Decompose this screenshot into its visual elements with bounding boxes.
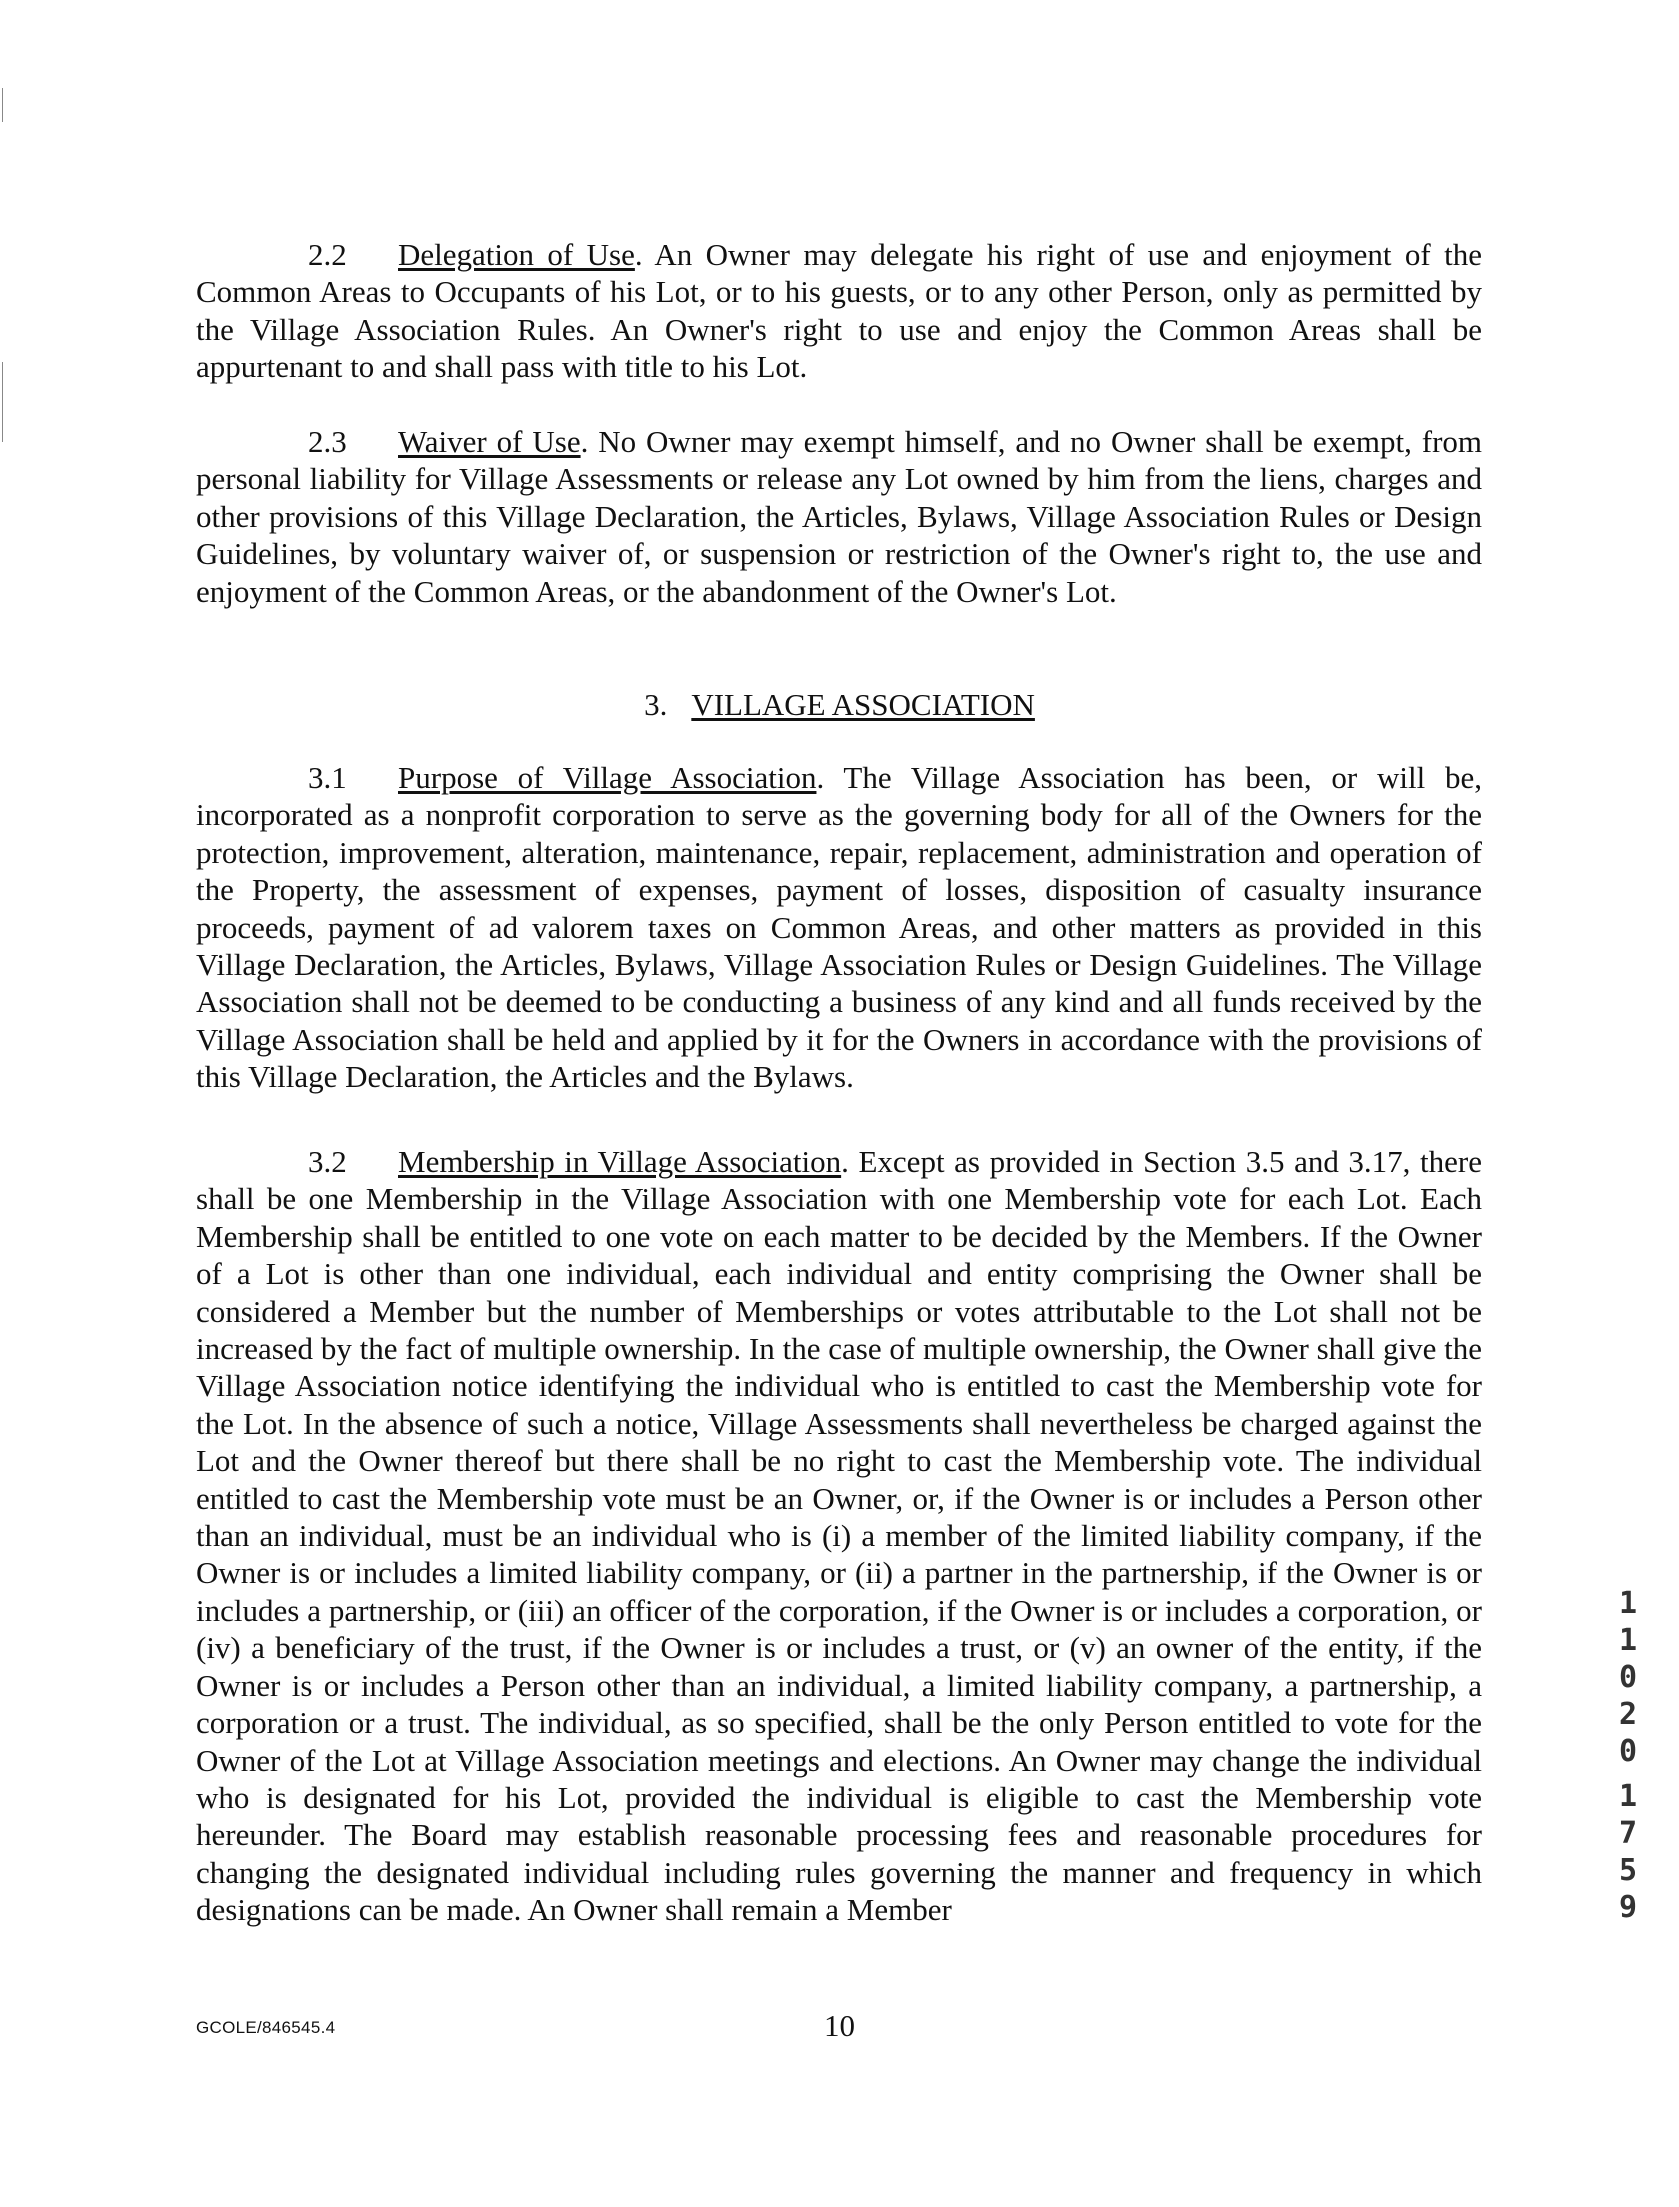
paragraph-3-2 bbox=[196, 1143, 1482, 1929]
section-text: . No Owner may exempt himself, and no Owner shall be exempt, from personal liability for Village Assessments or release any Lot owned by him from the liens, charges and other provisions of this Village Declaration, the Articles, Bylaws, Village Association Rules or Design Guidelines, by voluntary waiver of, or suspension or restriction of the Owner's right to, the use and enjoyment of the Common Areas, or the abandonment of the Owner's Lot. bbox=[196, 424, 1483, 609]
section-3-1 bbox=[196, 759, 1482, 1096]
paragraph-3-1 bbox=[196, 759, 1482, 1096]
stamp-digit: 0 bbox=[1618, 1734, 1638, 1769]
recording-number-lower bbox=[1608, 1778, 1648, 1926]
section-number: 2.3 bbox=[308, 424, 347, 459]
stamp-digit: 1 bbox=[1618, 1623, 1638, 1658]
section-heading: Waiver of Use bbox=[398, 424, 581, 459]
section-number: 2.2 bbox=[308, 237, 347, 272]
article-3-heading bbox=[0, 686, 1679, 723]
section-2-2 bbox=[196, 236, 1482, 386]
stamp-digit: 0 bbox=[1618, 1660, 1638, 1695]
section-3-2 bbox=[196, 1143, 1482, 1929]
stamp-digit: 1 bbox=[1618, 1586, 1638, 1621]
section-number: 3.2 bbox=[308, 1144, 347, 1179]
section-heading: Membership in Village Association bbox=[398, 1144, 842, 1179]
section-number: 3.1 bbox=[308, 760, 347, 795]
stamp-digit: 5 bbox=[1618, 1853, 1638, 1888]
scan-edge-mark bbox=[2, 362, 3, 442]
section-heading: Delegation of Use bbox=[398, 237, 635, 272]
stamp-digit: 9 bbox=[1618, 1890, 1638, 1925]
section-text: . An Owner may delegate his right of use and enjoyment of the Common Areas to Occupants of his Lot, or to his guests, or to any other Person, only as permitted by the Village Association Rules. An Owner's right to use and enjoy the Common Areas shall be appurtenant to and shall pass with title to his Lot. bbox=[196, 237, 1482, 385]
stamp-digit: 2 bbox=[1618, 1697, 1638, 1732]
article-title: VILLAGE ASSOCIATION bbox=[691, 687, 1035, 722]
section-2-3 bbox=[196, 423, 1482, 610]
page-number: 10 bbox=[824, 2008, 855, 2043]
section-text: . The Village Association has been, or will be, incorporated as a nonprofit corporation to serve as the governing body for all of the Owners for the protection, improvement, alteration, maintenance, repair, replacement, administration and operation of the Property, the assessment of expenses, payment of losses, disposition of casualty insurance proceeds, payment of ad valorem taxes on Common Areas, and other matters as provided in this Village Declaration, the Articles, Bylaws, Village Association Rules or Design Guidelines. The Village Association shall not be deemed to be conducting a business of any kind and all funds received by the Village Association shall be held and applied by it for the Owners in accordance with the provisions of this Village Declaration, the Articles and the Bylaws. bbox=[196, 760, 1482, 1095]
paragraph-2-3 bbox=[196, 423, 1482, 610]
paragraph-2-2 bbox=[196, 236, 1482, 386]
stamp-digit: 1 bbox=[1618, 1779, 1638, 1814]
article-number: 3. bbox=[644, 687, 668, 722]
stamp-digit: 7 bbox=[1618, 1816, 1638, 1851]
section-heading: Purpose of Village Association bbox=[398, 760, 817, 795]
document-id: GCOLE/846545.4 bbox=[196, 2018, 336, 2037]
section-text: . Except as provided in Section 3.5 and 3.17, there shall be one Membership in the Village Association with one Membership vote for each Lot. Each Membership shall be entitled to one vote on each matter to be decided by the Members. If the Owner of a Lot is other than one individual, each individual and entity comprising the Owner shall be considered a Member but the number of Memberships or votes attributable to the Lot shall not be increased by the fact of multiple ownership. In the case of multiple ownership, the Owner shall give the Village Association notice identifying the individual who is entitled to cast the Membership vote for the Lot. In the absence of such a notice, Village Assessments shall nevertheless be charged against the Lot and the Owner thereof but there shall be no right to cast the Membership vote. The individual entitled to cast the Membership vote must be an Owner, or, if the Owner is or includes a Person other than an individual, must be an individual who is (i) a member of the limited liability company, if the Owner is or includes a limited liability company, or (ii) a partner in the partnership, if the Owner is or includes a partnership, or (iii) an officer of the corporation, if the Owner is or includes a corporation, or (iv) a beneficiary of the trust, if the Owner is or includes a trust, or (v) an owner of the entity, if the Owner is or includes a Person other than an individual, a limited liability company, a partnership, a corporation or a trust. The individual, as so specified, shall be the only Person entitled to vote for the Owner of the Lot at Village Association meetings and elections. An Owner may change the individual who is designated for his Lot, provided the individual is eligible to cast the Membership vote hereunder. The Board may establish reasonable processing fees and reasonable procedures for changing the designated individual including rules governing the manner and frequency in which designations can be made. An Owner shall remain a Member bbox=[196, 1144, 1482, 1928]
scan-edge-mark bbox=[2, 88, 3, 122]
recording-number-upper bbox=[1608, 1585, 1648, 1770]
